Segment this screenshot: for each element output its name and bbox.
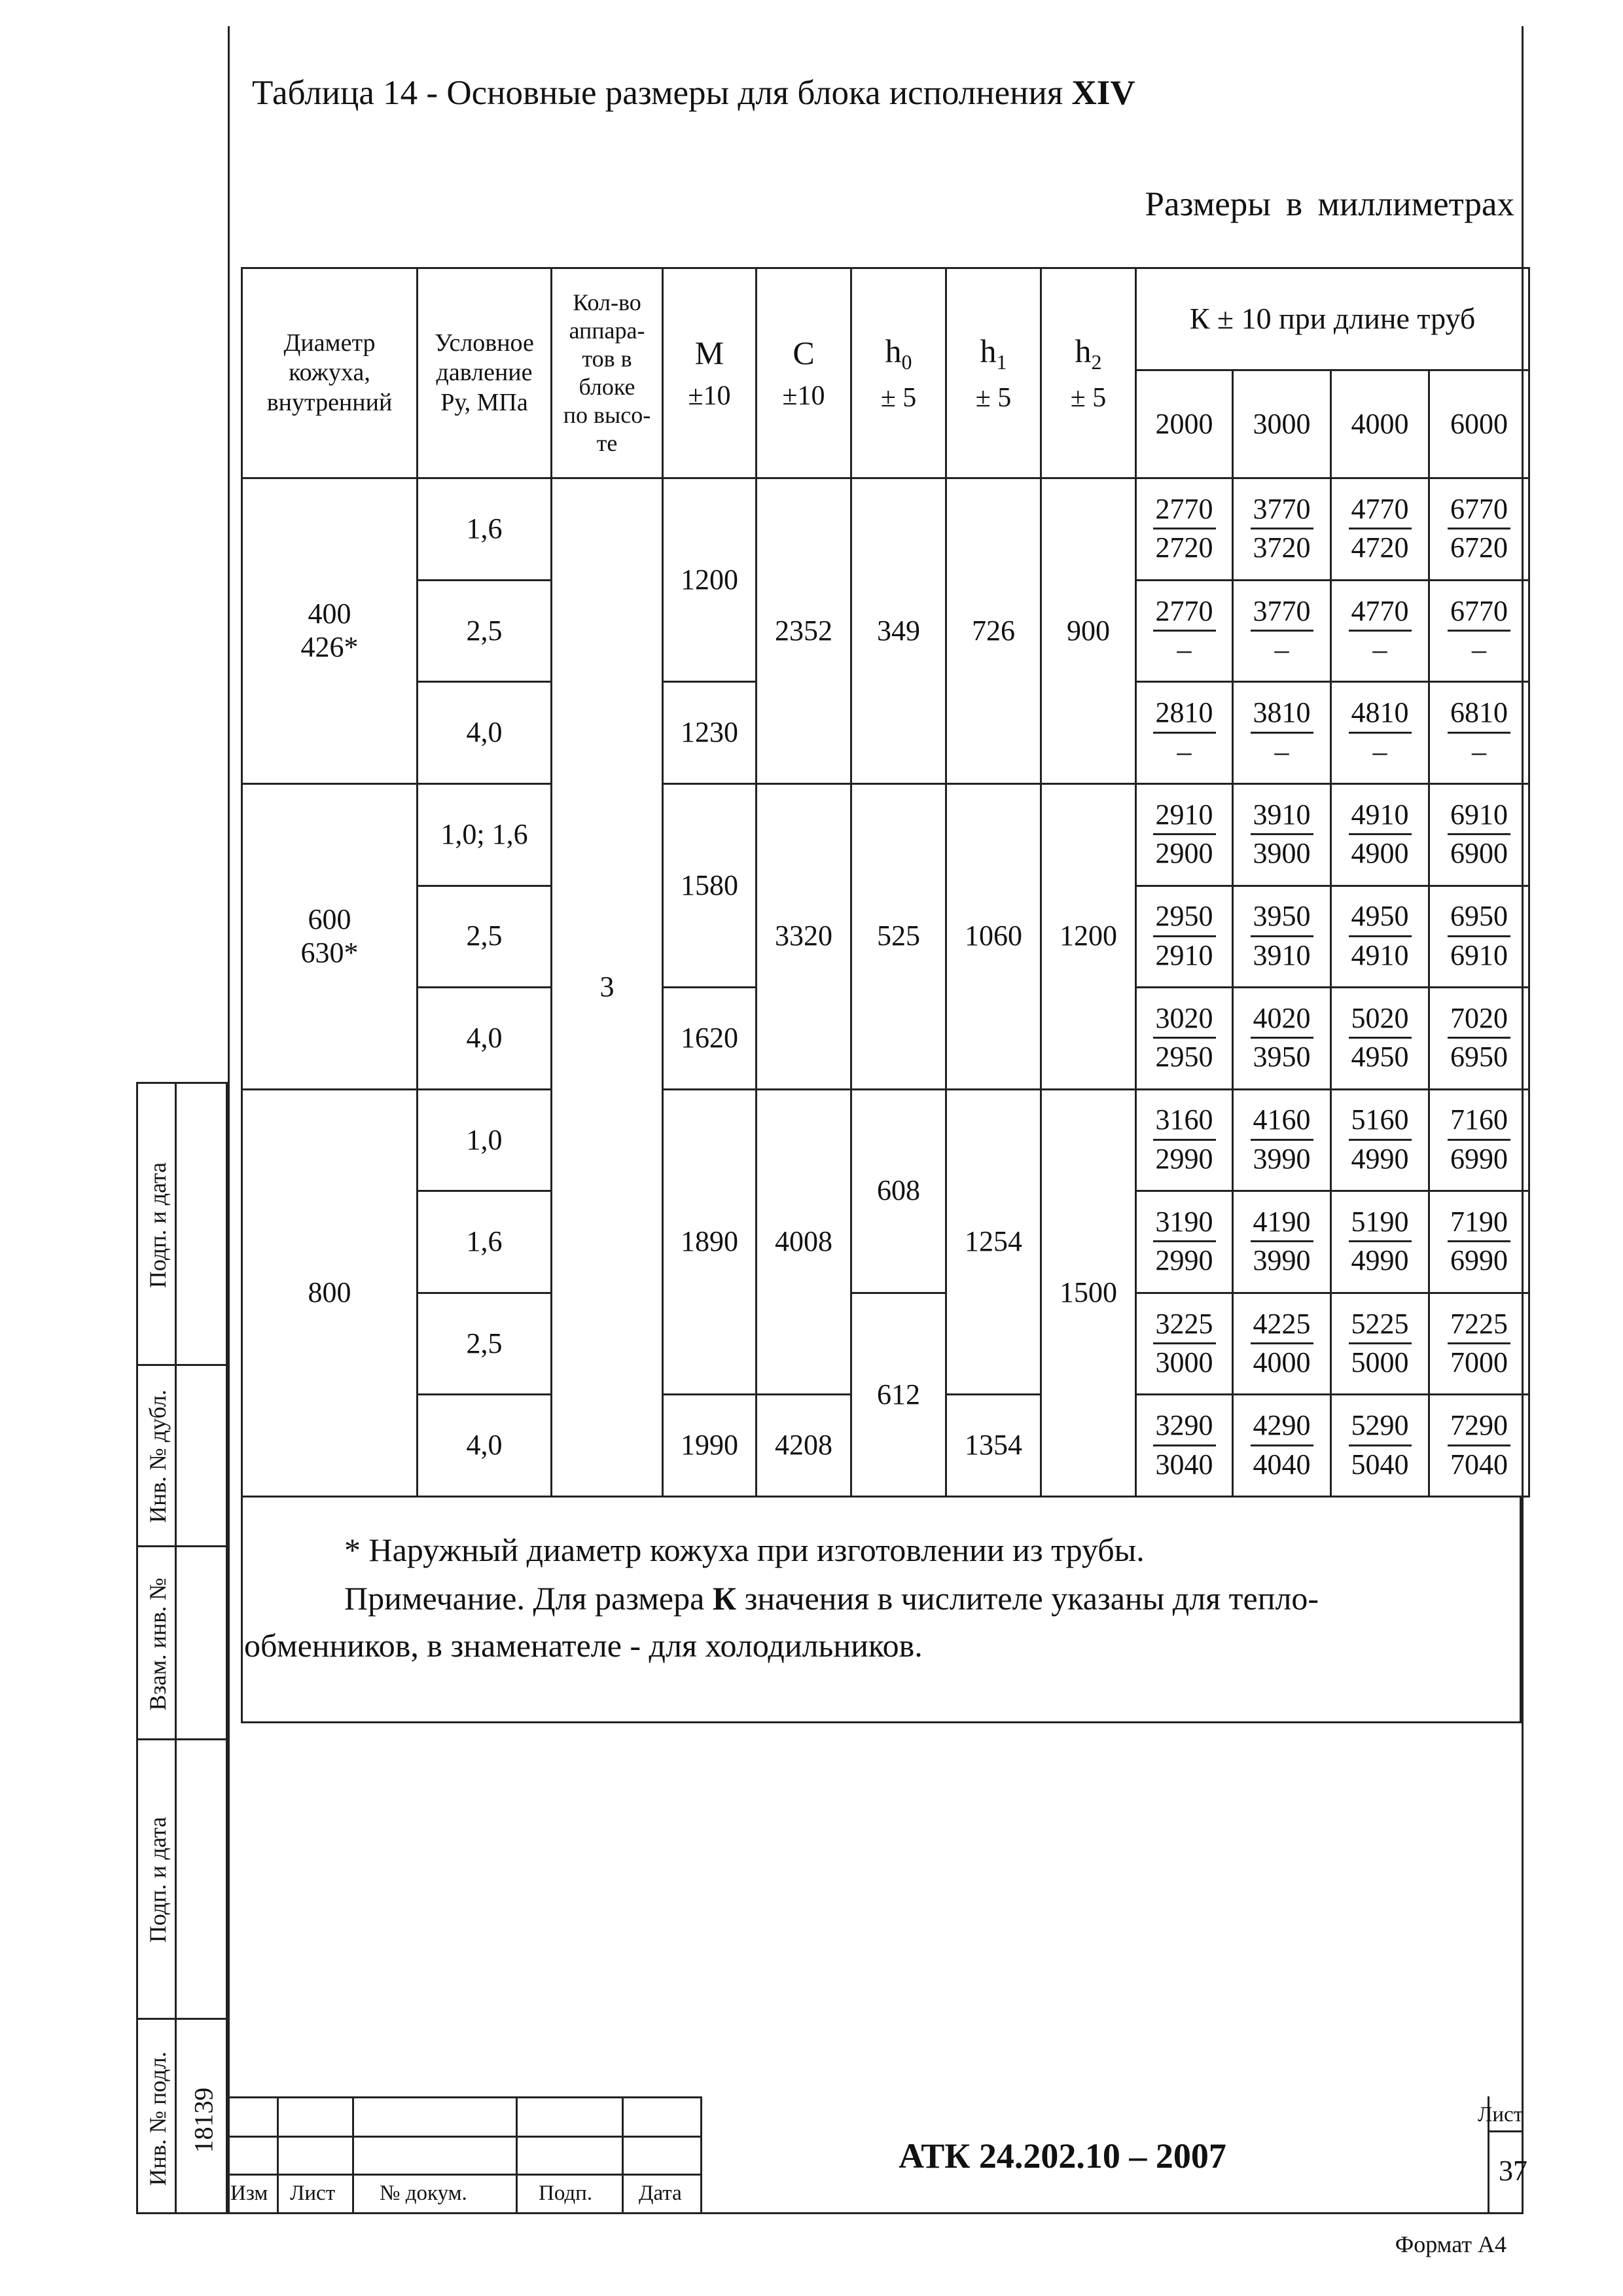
k-fraction: $\frac{3225}{3000}$ (1136, 1293, 1233, 1395)
k-fraction: $\frac{5225}{5000}$ (1331, 1293, 1429, 1395)
header-length-6000: 6000 (1429, 370, 1529, 478)
cell-h0: 612 (851, 1293, 946, 1496)
cell-h1: 1254 (946, 1089, 1041, 1395)
cell-diameter-800: 800 (242, 1089, 418, 1496)
k-fraction: $\frac{4160}{3990}$ (1233, 1089, 1331, 1191)
k-fraction: $\frac{7190}{6990}$ (1429, 1191, 1529, 1293)
cell-h2: 900 (1041, 478, 1136, 784)
cell-pressure: 1,0 (418, 1089, 552, 1191)
stamp-sign-date-1: Подп. и дата (145, 1162, 171, 1289)
k-fraction: $\frac{4290}{4040}$ (1233, 1395, 1331, 1497)
cell-pressure: 2,5 (418, 580, 552, 682)
k-fraction: $\frac{6910}{6900}$ (1429, 783, 1529, 886)
cell-m: 1580 (663, 783, 757, 987)
cell-pressure: 4,0 (418, 1395, 552, 1497)
k-fraction: $\frac{4950}{4910}$ (1331, 886, 1429, 988)
header-pressure: Условное давление Ру, МПа (418, 268, 552, 478)
stamp-dup-inv: Инв. № дубл. (145, 1390, 171, 1523)
k-fraction: $\frac{6770}{-}$ (1429, 580, 1529, 682)
k-fraction: $\frac{3290}{3040}$ (1136, 1395, 1233, 1497)
k-fraction: $\frac{3770}{-}$ (1233, 580, 1331, 682)
cell-h0: 349 (851, 478, 946, 784)
cell-m: 1890 (663, 1089, 757, 1395)
title-block (228, 2096, 1527, 2214)
k-fraction: $\frac{3020}{2950}$ (1136, 988, 1233, 1090)
k-fraction: $\frac{5020}{4950}$ (1331, 988, 1429, 1090)
remark-line-2: обменников, в знаменателе - для холодильников. (244, 1627, 923, 1664)
header-length-3000: 3000 (1233, 370, 1331, 478)
label-date: Дата (639, 2181, 682, 2205)
cell-pressure: 1,6 (418, 478, 552, 581)
k-fraction: $\frac{2810}{-}$ (1136, 682, 1233, 784)
cell-diameter-400: 400 426* (242, 478, 418, 784)
k-fraction: $\frac{5160}{4990}$ (1331, 1089, 1429, 1191)
footnote-star: * Наружный диаметр кожуха при изготовлении из трубы. (344, 1532, 1145, 1568)
cell-m: 1620 (663, 988, 757, 1090)
cell-c: 3320 (757, 783, 851, 1089)
cell-h1: 1060 (946, 783, 1041, 1089)
cell-h0: 608 (851, 1089, 946, 1293)
cell-diameter-600: 600 630* (242, 783, 418, 1089)
stamp-replace-inv: Взам. инв. № (145, 1577, 171, 1711)
header-h0: $h_0$ ± 5 (851, 268, 946, 478)
label-sign: Подп. (539, 2181, 593, 2205)
sheet-label: Лист (1478, 2103, 1524, 2126)
label-doc-no: № докум. (380, 2181, 467, 2205)
k-fraction: $\frac{6950}{6910}$ (1429, 886, 1529, 988)
cell-pressure: 4,0 (418, 988, 552, 1090)
dimensions-table (241, 267, 1522, 1498)
header-k: К ± 10 при длине труб (1136, 268, 1529, 370)
k-fraction: $\frac{7160}{6990}$ (1429, 1089, 1529, 1191)
cell-m: 1200 (663, 478, 757, 682)
k-fraction: $\frac{3770}{3720}$ (1233, 478, 1331, 581)
k-fraction: $\frac{4020}{3950}$ (1233, 988, 1331, 1090)
k-fraction: $\frac{4910}{4900}$ (1331, 783, 1429, 886)
k-fraction: $\frac{2910}{2900}$ (1136, 783, 1233, 886)
cell-h0: 525 (851, 783, 946, 1089)
cell-c: 4208 (757, 1395, 851, 1497)
label-list: Лист (290, 2181, 336, 2205)
k-fraction: $\frac{7225}{7000}$ (1429, 1293, 1529, 1395)
header-m: М ±10 (663, 268, 757, 478)
header-count: Кол-во аппара- тов в блоке по высо- те (552, 268, 663, 478)
cell-pressure: 1,0; 1,6 (418, 783, 552, 886)
k-fraction: $\frac{5190}{4990}$ (1331, 1191, 1429, 1293)
cell-pressure: 2,5 (418, 886, 552, 988)
header-diameter: Диаметр кожуха, внутренний (242, 268, 418, 478)
cell-h1: 1354 (946, 1395, 1041, 1497)
format-label: Формат А4 (1395, 2231, 1507, 2257)
k-fraction: $\frac{4770}{-}$ (1331, 580, 1429, 682)
cell-pressure: 2,5 (418, 1293, 552, 1395)
k-fraction: $\frac{4810}{-}$ (1331, 682, 1429, 784)
k-fraction: $\frac{3810}{-}$ (1233, 682, 1331, 784)
header-h1: $h_1$ ± 5 (946, 268, 1041, 478)
k-fraction: $\frac{7020}{6950}$ (1429, 988, 1529, 1090)
header-h2: $h_2$ ± 5 (1041, 268, 1136, 478)
remark-line-1: Примечание. Для размера К значения в числителе указаны для тепло- (344, 1580, 1319, 1617)
cell-pressure: 1,6 (418, 1191, 552, 1293)
k-fraction: $\frac{4190}{3990}$ (1233, 1191, 1331, 1293)
notes-box (241, 1498, 1522, 1723)
frame-left-line (228, 26, 230, 2214)
k-fraction: $\frac{7290}{7040}$ (1429, 1395, 1529, 1497)
sheet-number: 37 (1499, 2155, 1527, 2187)
cell-m: 1990 (663, 1395, 757, 1497)
margin-stamp (136, 1082, 228, 2214)
k-fraction: $\frac{2950}{2910}$ (1136, 886, 1233, 988)
cell-h2: 1200 (1041, 783, 1136, 1089)
header-length-2000: 2000 (1136, 370, 1233, 478)
cell-m: 1230 (663, 682, 757, 784)
k-fraction: $\frac{3910}{3900}$ (1233, 783, 1331, 886)
k-fraction: $\frac{6770}{6720}$ (1429, 478, 1529, 581)
cell-pressure: 4,0 (418, 682, 552, 784)
k-fraction: $\frac{4225}{4000}$ (1233, 1293, 1331, 1395)
cell-count: 3 (552, 478, 663, 1497)
k-fraction: $\frac{3190}{2990}$ (1136, 1191, 1233, 1293)
header-c: С ±10 (757, 268, 851, 478)
k-fraction: $\frac{3950}{3910}$ (1233, 886, 1331, 988)
cell-c: 4008 (757, 1089, 851, 1395)
cell-h1: 726 (946, 478, 1041, 784)
header-length-4000: 4000 (1331, 370, 1429, 478)
stamp-sign-date-2: Подп. и дата (145, 1816, 171, 1943)
cell-c: 2352 (757, 478, 851, 784)
stamp-orig-inv: Инв. № подл. (145, 2051, 171, 2186)
document-code: АТК 24.202.10 – 2007 (899, 2136, 1226, 2176)
k-fraction: $\frac{3160}{2990}$ (1136, 1089, 1233, 1191)
k-fraction: $\frac{5290}{5040}$ (1331, 1395, 1429, 1497)
stamp-orig-inv-value: 18139 (188, 2087, 219, 2153)
k-fraction: $\frac{2770}{-}$ (1136, 580, 1233, 682)
k-fraction: $\frac{2770}{2720}$ (1136, 478, 1233, 581)
label-izm: Изм (230, 2181, 268, 2205)
cell-h2: 1500 (1041, 1089, 1136, 1496)
k-fraction: $\frac{6810}{-}$ (1429, 682, 1529, 784)
units-caption: Размеры в миллиметрах (1145, 185, 1514, 223)
table-title: Таблица 14 - Основные размеры для блока исполнения XIV (252, 74, 1135, 112)
k-fraction: $\frac{4770}{4720}$ (1331, 478, 1429, 581)
